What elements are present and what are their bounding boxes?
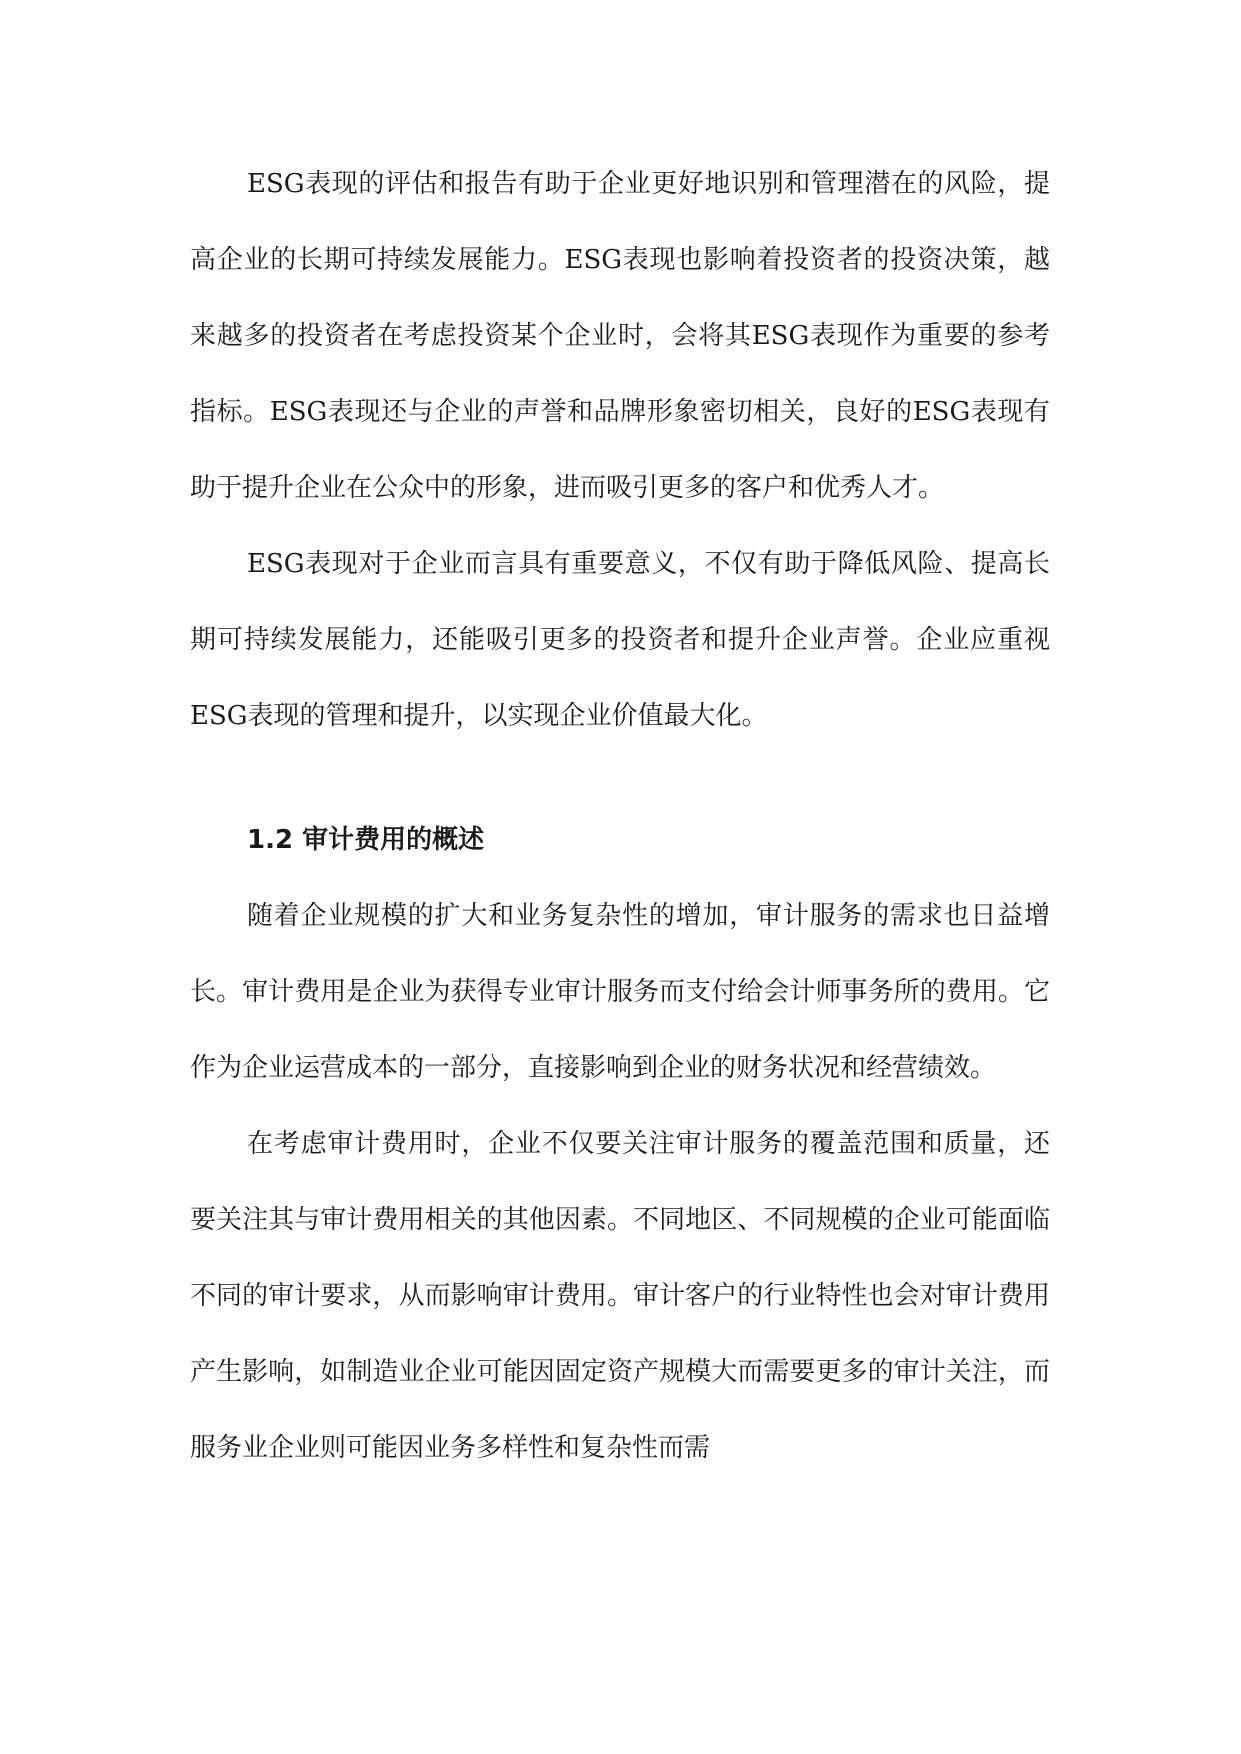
paragraph-audit-fee-definition: 随着企业规模的扩大和业务复杂性的增加，审计服务的需求也日益增长。审计费用是企业为获得专业审计服务而支付给会计师事务所的费用。它作为企业运营成本的一部分，直接影响到企业的财务状况和经营绩效。 — [190, 901, 1050, 1083]
paragraph-esg-importance: ESG表现的评估和报告有助于企业更好地识别和管理潜在的风险，提高企业的长期可持续发展能力。ESG表现也影响着投资者的投资决策，越来越多的投资者在考虑投资某个企业时，会将其ESG表现作为重要的参考指标。ESG表现还与企业的声誉和品牌形象密切相关，良好的ESG表现有助于提升企业在公众中的形象，进而吸引更多的客户和优秀人才。 — [190, 169, 1050, 503]
section-heading: 1.2 审计费用的概述 — [247, 825, 485, 855]
paragraph-esg-summary: ESG表现对于企业而言具有重要意义，不仅有助于降低风险、提高长期可持续发展能力，还能吸引更多的投资者和提升企业声誉。企业应重视ESG表现的管理和提升，以实现企业价值最大化。 — [190, 549, 1050, 731]
paragraph-audit-fee-factors: 在考虑审计费用时，企业不仅要关注审计服务的覆盖范围和质量，还要关注其与审计费用相关的其他因素。不同地区、不同规模的企业可能面临不同的审计要求，从而影响审计费用。审计客户的行业特性也会对审计费用产生影响，如制造业企业可能因固定资产规模大而需要更多的审计关注，而服务业企业则可能因业务多样性和复杂性而需 — [190, 1129, 1050, 1463]
document-body — [190, 146, 1050, 1486]
